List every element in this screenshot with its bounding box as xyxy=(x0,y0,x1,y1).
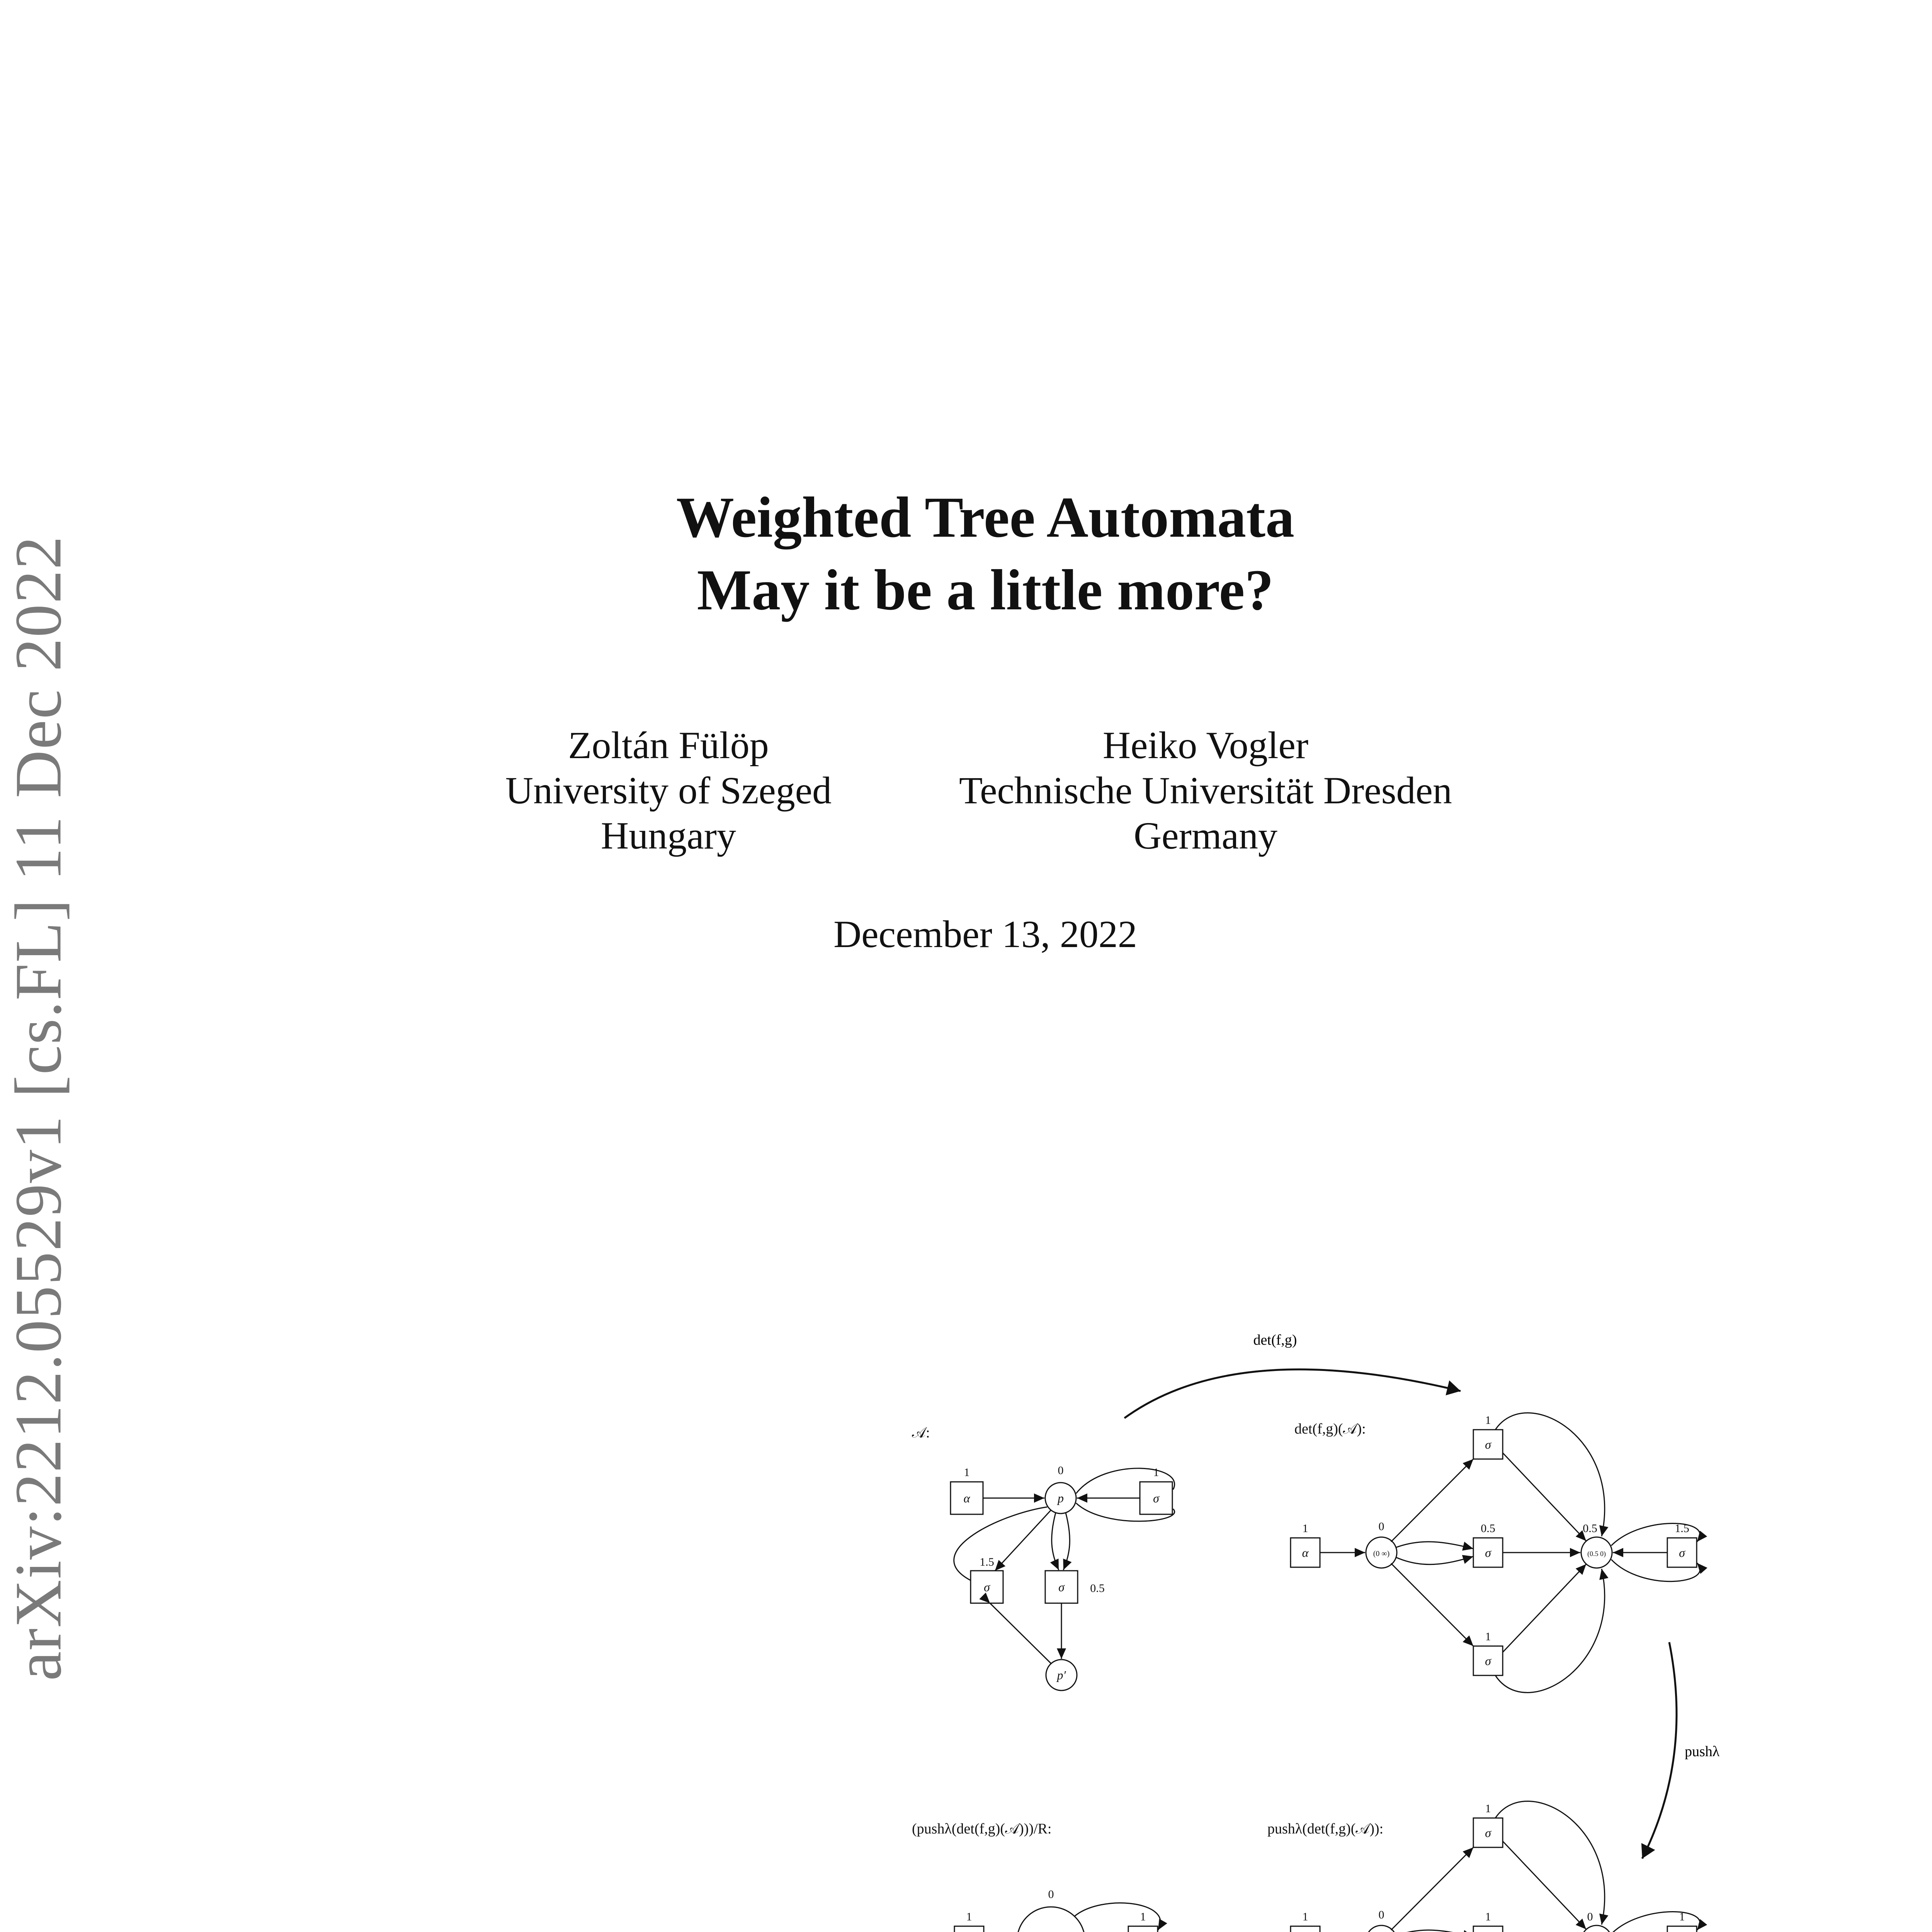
weight-p: 0 xyxy=(1058,1464,1064,1477)
weight-q2: 0 xyxy=(1587,1910,1593,1923)
author-affiliation: Technische Universität Dresden xyxy=(959,769,1452,812)
paper-date: December 13, 2022 xyxy=(833,913,1137,956)
node-alpha-label: α xyxy=(963,1491,970,1505)
node-sigma-top-label: σ xyxy=(1485,1826,1491,1840)
weight-alpha: 1 xyxy=(964,1466,970,1479)
arrow-det xyxy=(1124,1332,1461,1418)
weight-q2: 0.5 xyxy=(1583,1522,1597,1535)
node-sigma-right-label: σ xyxy=(1679,1546,1685,1560)
arrow-push-label: pushλ xyxy=(1685,1743,1720,1760)
panel-A-caption: 𝒜: xyxy=(912,1425,930,1441)
title-line-1: Weighted Tree Automata xyxy=(676,485,1294,549)
author-block-2 xyxy=(939,723,1472,858)
node-alpha-label: α xyxy=(1302,1546,1309,1560)
author-name: Zoltán Fülöp xyxy=(568,724,769,767)
node-sigma-top-label: σ xyxy=(1485,1437,1491,1451)
panel-push-caption: pushλ(det(f,g)(𝒜)): xyxy=(1267,1821,1384,1837)
arrow-push xyxy=(1642,1642,1720,1859)
arxiv-identifier: arXiv:2212.05529v1 [cs.FL] 11 Dec 2022 xyxy=(2,535,75,1681)
panel-quotient xyxy=(912,1821,1160,1932)
weight-sigma-mid: 0.5 xyxy=(1481,1522,1495,1535)
node-q2-label: (0.5 0) xyxy=(1587,1550,1606,1558)
automata-diagram xyxy=(889,1275,1777,1932)
author-name: Heiko Vogler xyxy=(1102,724,1309,767)
node-sigma-mid-label: σ xyxy=(1058,1580,1065,1594)
automata-figure xyxy=(889,1275,1777,1932)
state-sigma-mid-box xyxy=(1473,1926,1503,1932)
state-alpha-box xyxy=(1291,1926,1320,1932)
node-sigma-mid-label: σ xyxy=(1485,1546,1491,1560)
author-country: Hungary xyxy=(601,814,736,857)
weight-sigma-bot: 1 xyxy=(1485,1630,1491,1643)
weight-sigma-mid: 1 xyxy=(1485,1910,1491,1923)
weight-sigma-right: 1 xyxy=(1679,1910,1685,1923)
node-q1-label: (0 ∞) xyxy=(1373,1549,1390,1558)
node-sigma-right-label: σ xyxy=(1153,1491,1159,1505)
state-q-circle xyxy=(1017,1907,1085,1932)
node-p-label: p xyxy=(1058,1491,1064,1505)
panel-det-caption: det(f,g)(𝒜): xyxy=(1294,1421,1366,1437)
panel-A xyxy=(912,1425,1175,1690)
panel-quotient-caption: (pushλ(det(f,g)(𝒜)))/R: xyxy=(912,1821,1052,1837)
title-line-2: May it be a little more? xyxy=(697,558,1274,622)
panel-det xyxy=(1291,1413,1700,1692)
node-p-prime-label: p′ xyxy=(1057,1668,1066,1682)
weight-q1: 0 xyxy=(1378,1520,1384,1533)
weight-sigma-mid: 0.5 xyxy=(1090,1582,1105,1595)
author-country: Germany xyxy=(1133,814,1278,857)
node-sigma-bot-label: σ xyxy=(1485,1654,1491,1668)
weight-alpha: 1 xyxy=(1302,1910,1308,1923)
state-alpha-box xyxy=(954,1926,984,1932)
weight-sigma-right: 1.5 xyxy=(1675,1522,1689,1535)
weight-q1: 0 xyxy=(1378,1908,1384,1921)
weight-sigma-top: 1 xyxy=(1485,1414,1491,1427)
weight-sigma-right: 1 xyxy=(1153,1466,1159,1479)
weight-sigma: 1 xyxy=(1140,1910,1146,1923)
paper-title xyxy=(0,481,1932,626)
weight-sigma-top: 1 xyxy=(1485,1802,1491,1815)
state-sigma-box xyxy=(1128,1926,1158,1932)
weight-sigma-left: 1.5 xyxy=(980,1556,994,1568)
weight-alpha: 1 xyxy=(966,1910,972,1923)
state-sigma-right-box xyxy=(1667,1926,1697,1932)
panel-push xyxy=(1267,1801,1700,1932)
node-sigma-left-label: σ xyxy=(984,1580,990,1594)
weight-q: 0 xyxy=(1048,1888,1054,1901)
arrow-det-label: det(f,g) xyxy=(1253,1332,1297,1348)
author-affiliation: University of Szeged xyxy=(505,769,832,812)
weight-alpha: 1 xyxy=(1302,1522,1308,1535)
author-block-1 xyxy=(495,723,842,858)
